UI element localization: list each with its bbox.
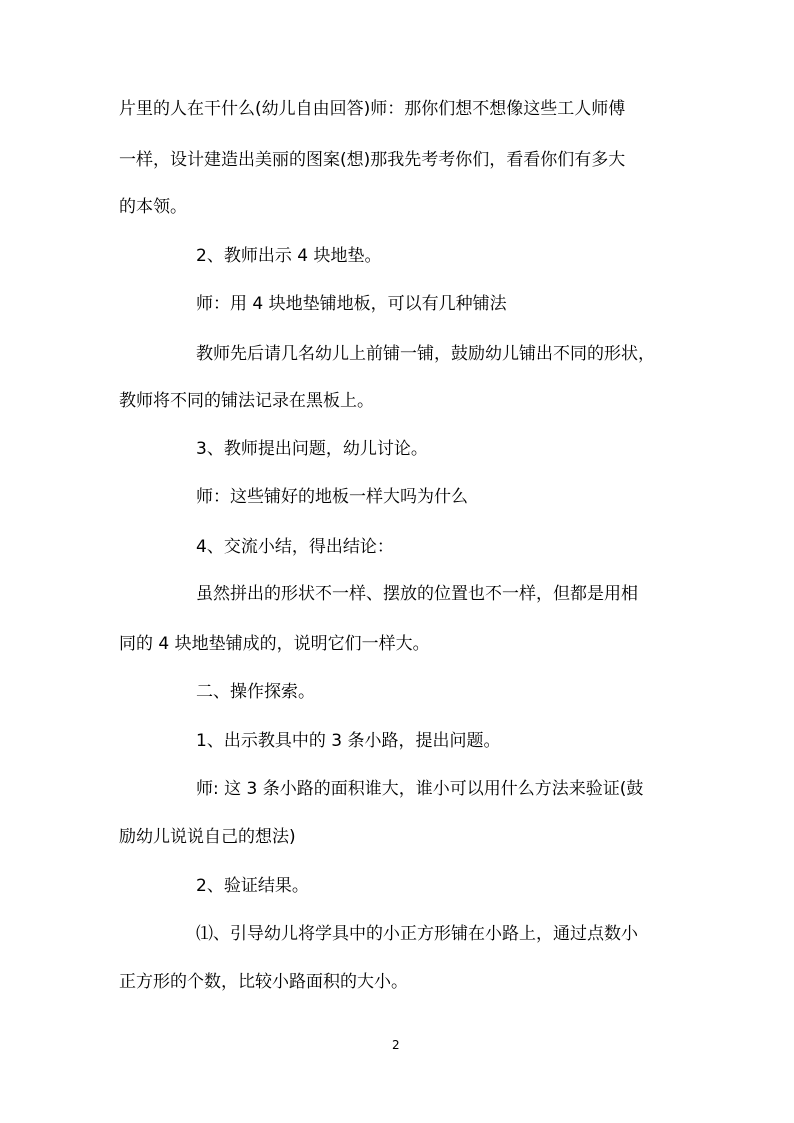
text-line: 片里的人在干什么(幼儿自由回答)师：那你们想不想像这些工人师傅 [119, 99, 626, 119]
text-line: 师：这些铺好的地板一样大吗为什么 [196, 487, 468, 507]
text-line: 教师将不同的铺法记录在黑板上。 [119, 391, 374, 411]
text-line: 3、教师提出问题，幼儿讨论。 [196, 439, 428, 459]
text-line: 虽然拼出的形状不一样、摆放的位置也不一样，但都是用相 [196, 584, 638, 604]
text-line: 师: 这 3 条小路的面积谁大，谁小可以用什么方法来验证(鼓 [196, 779, 644, 799]
text-line: ⑴、引导幼儿将学具中的小正方形铺在小路上，通过点数小 [196, 924, 638, 944]
text-line: 4、交流小结，得出结论： [196, 537, 394, 557]
page-number: 2 [392, 1038, 400, 1052]
text-line: 一样，设计建造出美丽的图案(想)那我先考考你们，看看你们有多大 [119, 150, 626, 170]
text-line: 师：用 4 块地垫铺地板，可以有几种铺法 [196, 294, 507, 314]
text-line: 励幼儿说说自己的想法) [119, 827, 296, 847]
text-line: 正方形的个数，比较小路面积的大小。 [119, 972, 408, 992]
text-line: 同的 4 块地垫铺成的，说明它们一样大。 [119, 634, 430, 654]
text-line: 1、出示教具中的 3 条小路，提出问题。 [196, 731, 501, 751]
text-line: 教师先后请几名幼儿上前铺一铺，鼓励幼儿铺出不同的形状， [196, 344, 655, 364]
text-line: 2、教师出示 4 块地垫。 [196, 246, 382, 266]
text-line: 2、验证结果。 [196, 876, 309, 896]
text-line: 二、操作探索。 [196, 682, 315, 702]
text-line: 的本领。 [119, 197, 187, 217]
